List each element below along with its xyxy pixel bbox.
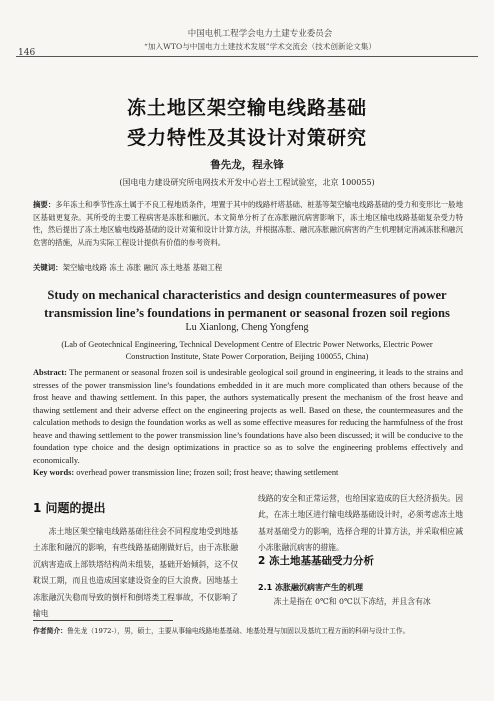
section2-1-heading: 2.1 冻胀融沉病害产生的机理: [258, 583, 363, 592]
right-column-top-text: 线路的安全和正常运营，也给国家造成的巨大经济损失。因此，在冻土地区进行输电线路基础设计时，必须考虑冻土地基对基础受力的影响，选择合理的计算方法，并采取相应减小冻胀融沉病害的措施。: [258, 494, 463, 553]
footnote-text: 鲁先龙（1972-），男，硕士，主要从事输电线路地基基础、地基处理与加固以及基坑工程方面的科研与设计工作。: [66, 627, 410, 635]
keywords-en-label: Key words:: [33, 468, 75, 477]
keywords-cn-text: 架空输电线路 冻土 冻胀 融沉 冻土地基 基础工程: [62, 263, 223, 272]
abstract-cn-text: 多年冻土和季节性冻土属于不良工程地质条件，埋置于其中的线路杆塔基础、桩基等架空输电线路基础的受力和变形比一般地区基础更复杂。其所受的主要工程病害是冻胀和融沉。本文简单分析了在冻胀融沉病害影响下，冻土地区输电线路基础复杂受力特性，然后提出了冻土地区输电线路基础的设计对策和设计计算方法，并根据冻胀、融沉冻胀融沉病害的产生机理制定消减冻胀和融沉危害的措施，从而为实际工程设计提供有价值的参考资料。: [33, 200, 463, 248]
section1-text: 冻土地区架空输电线路基础往往会不同程度地受到地基土冻胀和融沉的影响，有些线路基础刚做好后，由于冻胀融沉病害造成上部铁塔结构尚未组装，基础开始倾斜，这不仅耽误工期，而且也造成国家建设资金的巨大浪费。因地基土冻胀融沉失稳而导致的倒杆和倒塔类工程事故，不仅影响了输电: [33, 527, 238, 619]
abstract-cn: [33, 199, 463, 250]
abstract-en-label: Abstract:: [33, 368, 67, 377]
title-cn-line2: 受力特性及其设计对策研究: [126, 127, 367, 149]
footnote-rule: [33, 620, 173, 621]
affiliation-en-line1: (Lab of Geotechnical Engineering, Technical Development Centre of Electric Power Networks, Electric Power: [61, 340, 433, 349]
keywords-cn: [33, 262, 463, 275]
authors-en: Lu Xianlong, Cheng Yongfeng: [185, 322, 309, 333]
running-header-line2: “加入WTO与中国电力土建技术发展”学术交流会（技术创新论文集）: [144, 42, 376, 51]
header-rule: [16, 56, 478, 57]
affiliation-cn: (国电电力建设研究所电网技术开发中心岩土工程试验室，北京 100055): [119, 178, 375, 187]
abstract-en: [33, 367, 463, 467]
keywords-en-text: overhead power transmission line; frozen soil; frost heave; thawing settlement: [76, 468, 339, 477]
section2-heading: 2 冻土地基基础受力分析: [258, 555, 374, 567]
section1-heading: 1 问题的提出: [33, 501, 106, 515]
authors-cn: 鲁先龙，程永锋: [210, 159, 284, 171]
title-cn-line1: 冻土地区架空输电线路基础: [126, 97, 367, 119]
affiliation-en-line2: Construction Institute, State Power Corporation, Beijing 100055, China): [125, 352, 369, 361]
keywords-en: [33, 467, 463, 480]
page-number: 146: [18, 48, 36, 58]
keywords-cn-label: 关键词：: [33, 263, 63, 272]
abstract-cn-label: 摘要：: [33, 200, 56, 209]
author-footnote: [33, 626, 463, 637]
footnote-label: 作者简介：: [33, 627, 67, 635]
title-en-line1: Study on mechanical characteristics and design countermeasures of power: [47, 288, 447, 302]
section2-1-text: 冻土是指在 0℃和 0℃以下冻结，并且含有冰: [273, 597, 431, 606]
title-en-line2: transmission line’s foundations in permanent or seasonal frozen soil regions: [44, 306, 450, 320]
abstract-en-text: The permanent or seasonal frozen soil is undesirable geological soil ground in engineering, it leads to the strains and stresses of the power transmission line’s foundations embedded in it are much more complicated than others because of the frost heave and thawing settlement. In this paper, the authors systematically present the mechanism of the frost heave and thawing settlement and their adverse effect on the engineering projects as well. Based on these, the countermeasures and the calculation methods to design the foundation works as well as some effective measures for reducing the harmfulness of the frost heave and thawing settlement to the power transmission line’s foundations have also been discussed; it will be conducive to the foundation type choice and the design optimizations in practice so as to solve the engineering problems effectively and economically.: [33, 368, 463, 465]
running-header-line1: 中国电机工程学会电力土建专业委员会: [187, 29, 333, 39]
